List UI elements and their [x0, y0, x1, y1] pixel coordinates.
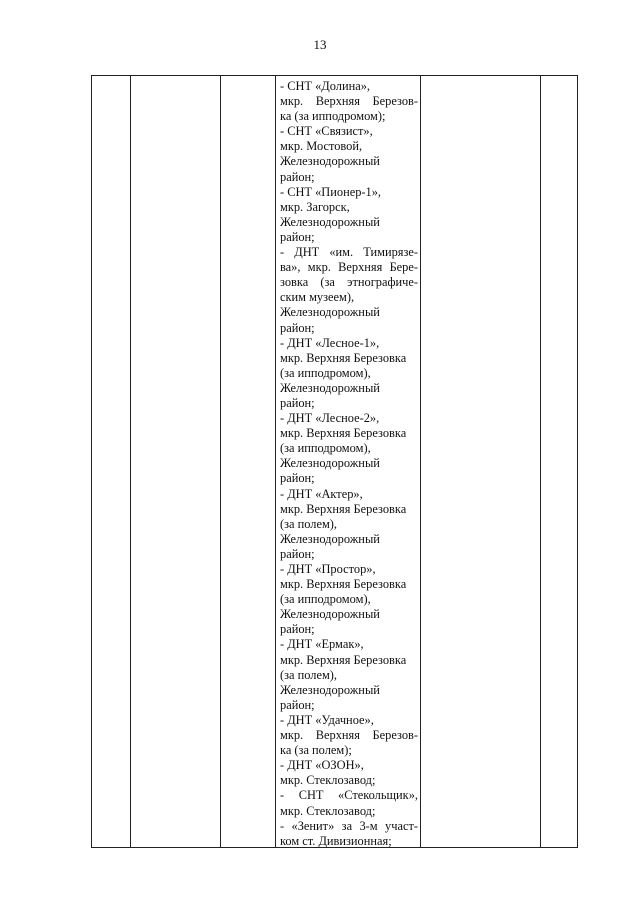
- cell-text-line: Железнодорожный: [280, 305, 380, 320]
- cell-text-line: - ДНТ «Лесное-1»,: [280, 335, 380, 350]
- cell-text-line: - ДНТ «Удачное»,: [280, 712, 374, 727]
- document-table: [91, 75, 578, 848]
- cell-text-line: район;: [280, 697, 315, 712]
- cell-text-line: (за полем),: [280, 516, 338, 531]
- cell-text-line: ва», мкр. Верхняя Бере-: [280, 260, 418, 275]
- cell-text-line: - ДНТ «ОЗОН»,: [280, 758, 364, 773]
- cell-text-line: Железнодорожный: [280, 607, 380, 622]
- cell-text-line: мкр. Верхняя Березовка: [280, 426, 407, 441]
- cell-text-line: район;: [280, 320, 315, 335]
- cell-text-line: мкр. Верхняя Березовка: [280, 652, 407, 667]
- cell-text-line: район;: [280, 622, 315, 637]
- column-divider-4: [420, 76, 421, 847]
- cell-text-line: район;: [280, 546, 315, 561]
- column-divider-2: [220, 76, 221, 847]
- cell-text-line: район;: [280, 471, 315, 486]
- cell-text-line: Железнодорожный: [280, 531, 380, 546]
- cell-text-line: (за ипподромом),: [280, 365, 371, 380]
- cell-text-line: - СНТ «Долина»,: [280, 79, 371, 93]
- cell-text-line: мкр. Загорск,: [280, 199, 350, 214]
- cell-text-line: (за ипподромом),: [280, 441, 371, 456]
- cell-text-line: (за ипподромом),: [280, 592, 371, 607]
- cell-text-line: - «Зенит» за 3-м участ-: [280, 818, 418, 833]
- cell-text-line: мкр. Верхняя Березовка: [280, 501, 407, 516]
- cell-text-line: мкр. Верхняя Березов-: [280, 94, 418, 109]
- table-cell-locations: [280, 79, 418, 849]
- cell-text-line: - ДНТ «Ермак»,: [280, 637, 364, 652]
- cell-text-line: ка (за полем);: [280, 743, 352, 758]
- cell-text-line: мкр. Стеклозавод;: [280, 773, 376, 788]
- cell-text-line: (за полем),: [280, 667, 338, 682]
- cell-text-line: ком ст. Дивизионная;: [280, 833, 392, 848]
- cell-text-line: ка (за ипподромом);: [280, 109, 386, 124]
- cell-text-line: мкр. Стеклозавод;: [280, 803, 376, 818]
- cell-text-line: - ДНТ «им. Тимирязе-: [280, 245, 418, 260]
- cell-text-line: ским музеем),: [280, 290, 355, 305]
- cell-text-line: - ДНТ «Простор»,: [280, 562, 376, 576]
- cell-text-line: - ДНТ «Актер»,: [280, 486, 363, 501]
- column-divider-1: [130, 76, 131, 847]
- cell-text-line: мкр. Верхняя Березовка: [280, 577, 407, 592]
- cell-text-line: мкр. Верхняя Березов-: [280, 728, 418, 743]
- cell-text-line: мкр. Верхняя Березовка: [280, 350, 407, 365]
- column-divider-5: [540, 76, 541, 847]
- cell-text-line: Железнодорожный: [280, 682, 380, 697]
- cell-text-line: - СНТ «Стекольщик»,: [280, 788, 418, 803]
- cell-text-line: мкр. Мостовой,: [280, 139, 363, 154]
- column-divider-3: [275, 76, 276, 847]
- cell-text-line: - ДНТ «Лесное-2»,: [280, 411, 380, 426]
- cell-text-line: Железнодорожный: [280, 214, 380, 229]
- page-number: 13: [313, 37, 327, 52]
- cell-text-line: район;: [280, 169, 315, 184]
- cell-text-line: район;: [280, 395, 315, 410]
- cell-text-line: зовка (за этнографиче-: [280, 275, 418, 290]
- cell-text-line: район;: [280, 229, 315, 244]
- cell-text-line: - СНТ «Пионер-1»,: [280, 184, 382, 199]
- cell-text-line: Железнодорожный: [280, 154, 380, 169]
- cell-text-line: Железнодорожный: [280, 456, 380, 471]
- cell-text-line: - СНТ «Связист»,: [280, 124, 373, 139]
- cell-text-line: Железнодорожный: [280, 380, 380, 395]
